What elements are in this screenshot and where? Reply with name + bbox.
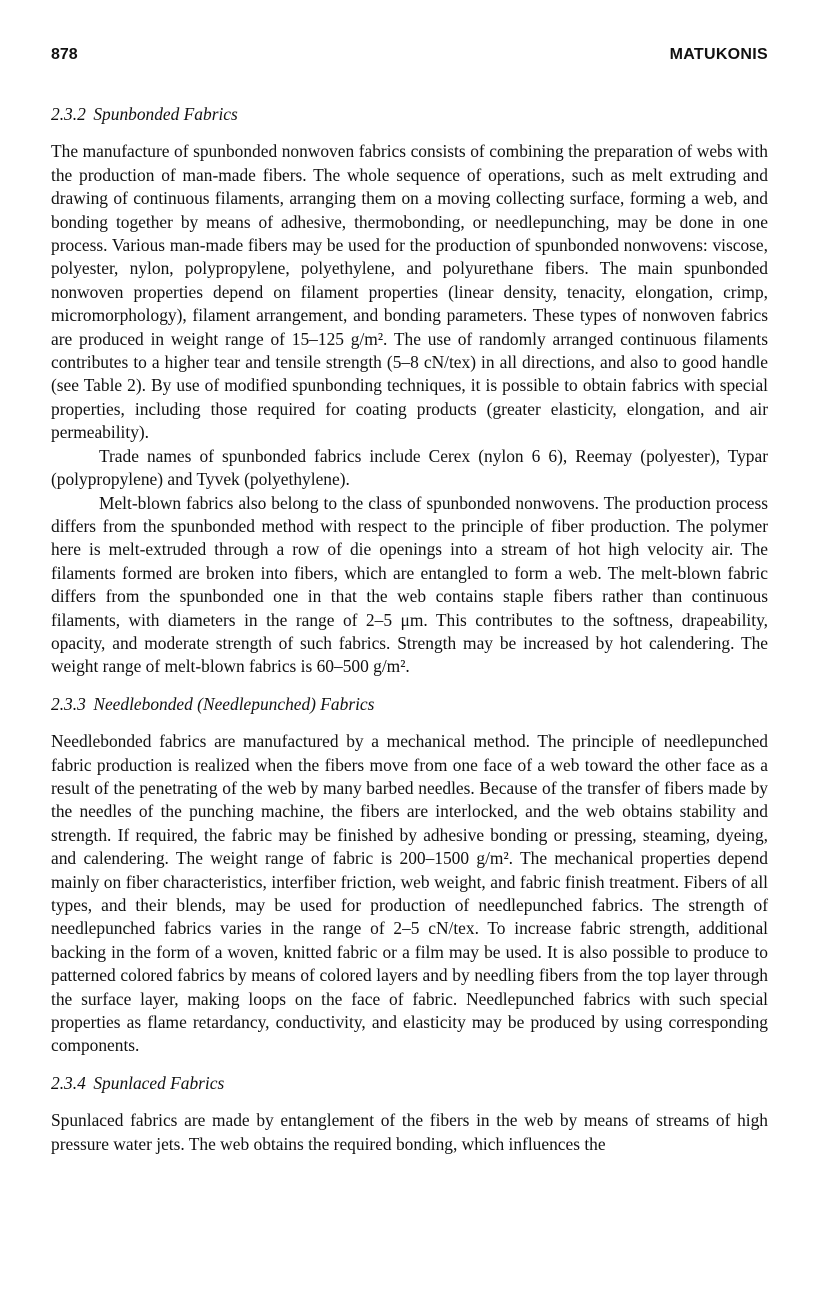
paragraph: The manufacture of spunbonded nonwoven fabrics consists of combining the preparation of webs with the production of man-made fibers. The whole sequence of operations, such as melt extruding and drawing of continuous filaments, arranging them on a moving collecting surface, forming a web, and bonding together by means of adhesive, thermobonding, or needlepunching, may be done in one process. Various man-made fibers may be used for the production of spunbonded nonwovens: viscose, polyester, nylon, polypropylene, polyethylene, and polyurethane fibers. The main spunbonded nonwoven properties depend on filament properties (linear density, tenacity, elongation, crimp, micromorphology), filament arrangement, and bonding parameters. These types of nonwoven fabrics are produced in weight range of 15–125 g/m². The use of randomly arranged continuous filaments contributes to a higher tear and tensile strength (5–8 cN/tex) in all directions, and also to good handle (see Table 2). By use of modified spunbonding techniques, it is possible to obtain fabrics with special properties, including those required for coating products (greater elasticity, elongation, and air permeability). [51,141,768,443]
section-title: Needlebonded (Needlepunched) Fabrics [93,693,375,714]
paragraph: Trade names of spunbonded fabrics include Cerex (nylon 6 6), Reemay (polyester), Typar (polypropylene) and Tyvek (polyethylene). [51,445,768,490]
running-head-author: MATUKONIS [669,46,768,63]
paragraph: Spunlaced fabrics are made by entanglement of the fibers in the web by means of streams of high pressure water jets. The web obtains the required bonding, which influences the [51,1110,768,1154]
body-text [51,103,768,1156]
page-number: 878 [51,46,78,63]
paragraph: Needlebonded fabrics are manufactured by a mechanical method. The principle of needlepunched fabric production is realized when the fibers move from one face of a web toward the other face as a result of the penetrating of the web by many barbed needles. Because of the transfer of fibers made by the needles of the punching machine, the fibers are interlocked, and the web obtains stability and strength. If required, the fabric may be finished by adhesive bonding or pressing, steaming, dyeing, and calendering. The weight range of fabric is 200–1500 g/m². The mechanical properties depend mainly on fiber characteristics, interfiber friction, web weight, and fabric finish treatment. Fibers of all types, and their blends, may be used for production of needlepunched fabrics. The strength of needlepunched fabrics varies in the range of 2–5 cN/tex. To increase fabric strength, additional backing in the form of a woven, knitted fabric or a film may be used. It is also possible to produce to patterned colored fabrics by means of colored layers and by needling fibers from the top layer through the surface layer, making loops on the face of fabric. Needlepunched fabrics with such special properties as flame retardancy, conductivity, and elasticity may be produced by using corresponding components. [51,731,768,1056]
section-title: Spunbonded Fabrics [93,104,238,124]
section-number: 2.3.3 [51,693,86,714]
section-heading [51,693,768,716]
paragraph: Melt-blown fabrics also belong to the class of spunbonded nonwovens. The production process differs from the spunbonded method with respect to the principle of fiber production. The polymer here is melt-extruded through a row of die openings into a stream of hot high velocity air. The filaments formed are broken into fibers, which are entangled to form a web. The melt-blown fabric differs from the spunbonded one in that the web contains staple fibers rather than continuous filaments, with diameters in the range of 2–5 μm. This contributes to the softness, drapeability, opacity, and moderate strength of such fabrics. Strength may be increased by hot calendering. The weight range of melt-blown fabrics is 60–500 g/m². [51,492,768,677]
section-heading [51,1072,768,1095]
running-header [51,46,768,70]
section-number: 2.3.4 [51,1072,86,1093]
section-number: 2.3.2 [51,104,86,124]
section-heading [51,103,768,126]
section-title: Spunlaced Fabrics [93,1072,225,1093]
